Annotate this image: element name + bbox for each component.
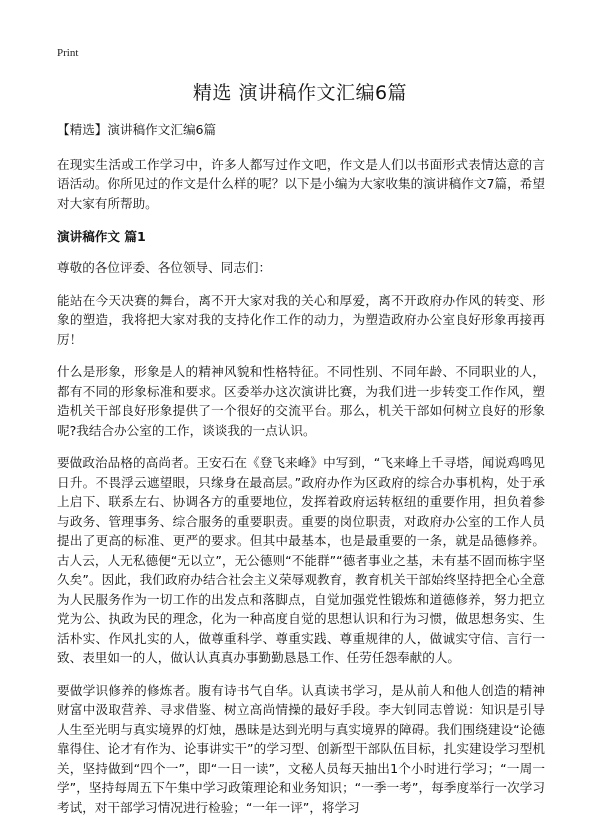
section-heading: 演讲稿作文 篇1 <box>57 229 146 244</box>
salutation-paragraph: 尊敬的各位评委、各位领导、同志们： <box>57 260 272 275</box>
body-paragraph: 要做学识修养的修炼者。腹有诗书气自华。认真读书学习，是从前人和他人创造的精神财富中汲取营养、寻求借鉴、树立高尚情操的最好手段。李大钊同志曾说：知识是引导人生至光明与真实境界的灯烛，愚昧是达到光明与真实境界的障碍。我们围绕建设“论德靠得住、论才有作为、论事讲实干”的学习型、创新型干部队伍目标，扎实建设学习型机关，坚持做到“四个一”，即“一日一读”，文秘人员每天抽出1个小时进行学习；“一周一学”，坚持每周五下午集中学习政策理论和业务知识；“一季一考”，每季度举行一次学习考试，对干部学习情况进行检验；“一年一评”，将学习 <box>57 682 545 815</box>
body-paragraph: 要做政治品格的高尚者。王安石在《登飞来峰》中写到，“飞来峰上千寻塔，闻说鸡鸣见日升。不畏浮云遮望眼，只缘身在最高层。”政府办作为区政府的综合办事机构，处于承上启下、联系左右、协调各方的重要地位，发挥着政府运转枢纽的重要作用，担负着参与政务、管理事务、综合服务的重要职责。重要的岗位职责，对政府办公室的工作人员提出了更高的标准、更严的要求。但其中最基本，也是最重要的一条，就是品德修养。古人云，人无私德便“无以立”，无公德则“不能群”“德者事业之基，未有基不固而栋宇坚久矣”。因此，我们政府办结合社会主义荣辱观教育，教育机关干部始终坚持把全心全意为人民服务作为一切工作的出发点和落脚点，自觉加强党性锻炼和道德修养，努力把立党为公、执政为民的理念，化为一种高度自觉的思想认识和行为习惯，做思想务实、生活朴实、作风扎实的人，做尊重科学、尊重实践、尊重规律的人，做诚实守信、言行一致、表里如一的人，做认认真真办事勤勤恳恳工作、任劳任怨奉献的人。 <box>57 455 545 665</box>
page-title: 精选 演讲稿作文汇编6篇 <box>192 82 408 104</box>
body-paragraph: 什么是形象，形象是人的精神风貌和性格特征。不同性别、不同年龄、不同职业的人，都有不同的形象标准和要求。区委举办这次演讲比赛，为我们进一步转变工作作风，塑造机关干部良好形象提供了一个很好的交流平台。那么，机关干部如何树立良好的形象呢?我结合办公室的工作，谈谈我的一点认识。 <box>57 364 545 438</box>
intro-paragraph: 在现实生活或工作学习中，许多人都写过作文吧，作文是人们以书面形式表情达意的言语活动。你所见过的作文是什么样的呢？以下是小编为大家收集的演讲稿作文7篇，希望对大家有所帮助。 <box>57 156 545 211</box>
document-subtitle: 【精选】演讲稿作文汇编6篇 <box>57 122 217 137</box>
body-paragraph: 能站在今天决赛的舞台，离不开大家对我的关心和厚爱，离不开政府办作风的转变、形象的塑造，我将把大家对我的支持化作工作的动力，为塑造政府办公室良好形象再接再厉！ <box>57 292 545 347</box>
print-label[interactable]: Print <box>57 47 79 59</box>
document-body <box>57 120 545 830</box>
